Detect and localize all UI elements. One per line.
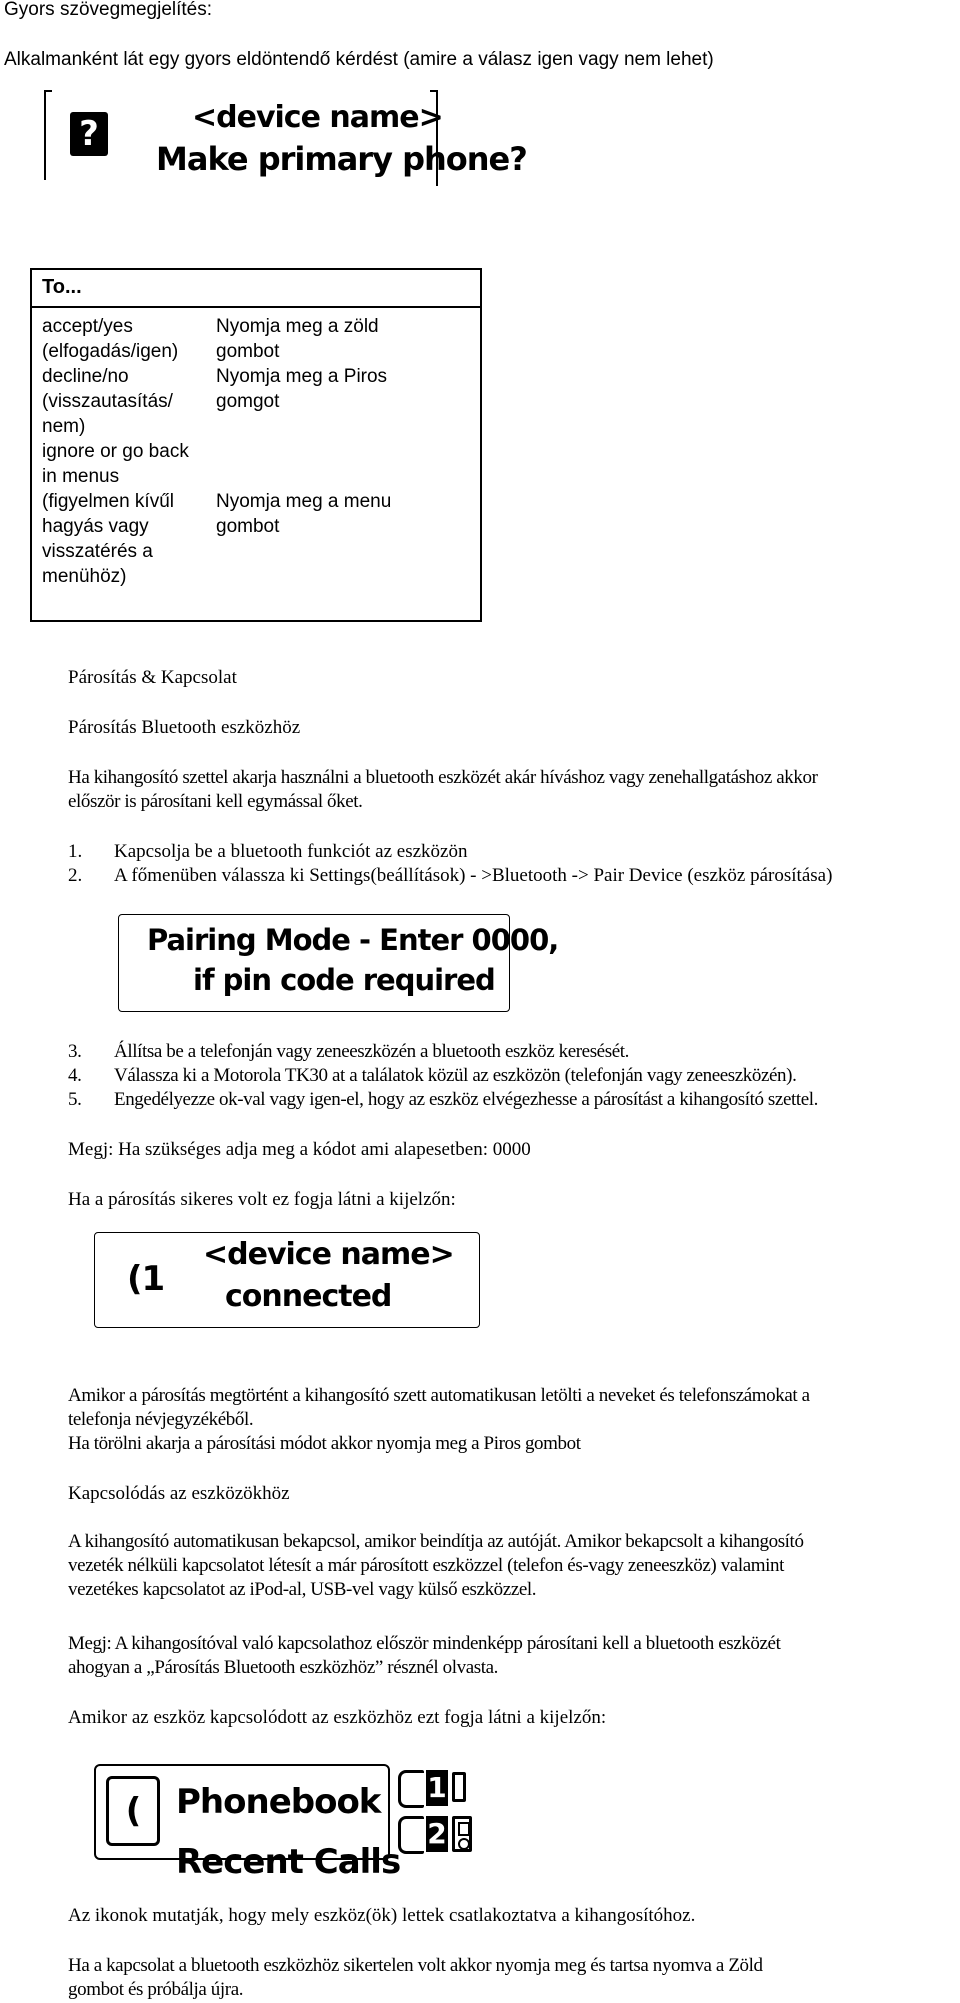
retry-paragraph [68,1954,763,2002]
list-text: A főmenüben válassza ki Settings(beállítások) - >Bluetooth -> Pair Device (eszköz párosítása) [114,865,833,886]
lcd-connected-label: connected [225,1279,392,1314]
phone-small-icon [452,1772,466,1802]
table-row [216,314,379,364]
success-text: Ha a párosítás sikeres volt ez fogja látni a kijelzőn: [68,1189,456,1210]
table-row [42,314,178,364]
subsection-title: Kapcsolódás az eszközökhöz [68,1483,290,1504]
page-heading: Gyors szövegmegjelítés: [4,0,213,20]
table-header [32,270,480,308]
list-number: 5. [68,1089,82,1110]
row-action: (elfogadás/igen) [42,341,179,362]
lcd-device-name: <device name> [192,100,443,135]
intro-text: Alkalmanként lát egy gyors eldöntendő kérdést (amire a válasz igen vagy nem lehet) [4,49,714,70]
paragraph-line: először is párosítani kell egymással őket. [68,791,363,812]
row-instruction: gombot [216,516,280,537]
row-action: (figyelmen kívűl [42,491,174,512]
section-title: Párosítás & Kapcsolat [68,667,237,688]
list-item [68,1088,818,1112]
row-instruction: Nyomja meg a menu [216,491,392,512]
pin-note: Megj: Ha szükséges adja meg a kódot ami alapesetben: 0000 [68,1139,531,1160]
list-number: 1. [68,841,83,862]
menu-item-recent-calls: Recent Calls [176,1842,401,1882]
table-row [42,364,173,439]
device2-bracket-icon [398,1816,424,1854]
paragraph-line: Ha törölni akarja a párosítási módot akkor nyomja meg a Piros gombot [68,1433,581,1454]
paragraph-line: telefonja névjegyzékéből. [68,1409,254,1430]
row-instruction: Nyomja meg a Piros [216,366,388,387]
paragraph-line: Ha kihangosító szettel akarja használni a bluetooth eszközét akár híváshoz vagy zenehallgatáshoz akkor [68,767,818,788]
icons-paragraph: Az ikonok mutatják, hogy mely eszköz(ök) lettek csatlakoztatva a kihangosítóhoz. [68,1905,696,1926]
row-instruction: gomgot [216,391,280,412]
connected-text: Amikor az eszköz kapcsolódott az eszközhöz ezt fogja látni a kijelzőn: [68,1707,607,1728]
lcd-device-name: <device name> [203,1237,454,1272]
subsection-title: Párosítás Bluetooth eszközhöz [68,717,301,738]
table-header-label: To... [42,276,82,298]
phone-icon: ( [106,1776,160,1846]
paragraph-line: A kihangosító automatikusan bekapcsol, amikor beindítja az autóját. Amikor bekapcsolt a kihangosító [68,1531,804,1552]
lcd-primary-question: Make primary phone? [156,140,527,178]
row-action: decline/no [42,366,129,387]
device2-badge: 2 [427,1817,447,1850]
list-text: Állítsa be a telefonján vagy zeneeszközén a bluetooth eszköz keresését. [114,1041,629,1062]
lcd-connected-display [94,1232,480,1328]
list-text: Válassza ki a Motorola TK30 at a találatok közül az eszközön (telefonján vagy zeneeszközén). [114,1065,797,1086]
paragraph-line: Amikor a párosítás megtörtént a kihangosító szett automatikusan letölti a neveket és telefonszámokat a [68,1385,810,1406]
menu-item-phonebook: Phonebook [176,1782,381,1822]
paragraph-line: vezetékes kapcsolatot az iPod-al, USB-vel vagy külső eszközzel. [68,1579,537,1600]
lcd-phonebook-display [94,1764,486,1882]
row-action: menühöz) [42,566,127,587]
row-action: nem) [42,416,86,437]
row-action: visszatérés a [42,541,153,562]
music-player-icon [452,1816,472,1852]
list-item [68,1040,818,1064]
table-row [42,439,189,589]
controls-table [30,268,482,622]
paragraph-line: vezeték nélküli kapcsolatot létesít a már párosított eszközzel (telefon és-vagy zeneeszköz) valamint [68,1555,784,1576]
question-icon: ? [70,112,108,156]
list-number: 4. [68,1065,82,1086]
lcd-question-display [44,90,527,186]
device1-badge: 1 [427,1771,447,1804]
connection-note [68,1632,780,1680]
row-action: accept/yes [42,316,133,337]
list-text: Kapcsolja be a bluetooth funkciót az eszközön [114,841,468,862]
phone-connection-icon: (1 [127,1259,165,1299]
pairing-paragraph [68,766,818,814]
list-item [68,864,832,888]
paragraph-line: gombot és próbálja újra. [68,1979,244,2000]
list-item [68,840,832,864]
row-action: in menus [42,466,120,487]
steps-list [68,1040,818,1112]
lcd-pairing-display [118,914,559,1012]
list-number: 2. [68,865,83,886]
row-action: ignore or go back [42,441,189,462]
list-text: Engedélyezze ok-val vagy igen-el, hogy az eszköz elvégezhesse a párosítást a kihangosító szettel. [114,1089,819,1110]
table-row [216,364,387,414]
row-instruction: gombot [216,341,280,362]
download-paragraph [68,1384,810,1456]
lcd-pairing-line1: Pairing Mode - Enter 0000, [147,923,559,957]
paragraph-line: Ha a kapcsolat a bluetooth eszközhöz sikertelen volt akkor nyomja meg és tartsa nyomva a Zöld [68,1955,763,1976]
device1-bracket-icon [398,1770,424,1808]
list-number: 3. [68,1041,82,1062]
paragraph-line: ahogyan a „Párosítás Bluetooth eszközhöz” résznél olvasta. [68,1657,499,1678]
row-instruction: Nyomja meg a zöld [216,316,379,337]
table-row [216,489,391,539]
row-action: (visszautasítás/ [42,391,173,412]
steps-list [68,840,832,888]
lcd-pairing-line2: if pin code required [193,963,495,997]
connection-paragraph [68,1530,804,1602]
menu-frame [94,1764,401,1882]
paragraph-line: Megj: A kihangosítóval való kapcsolathoz először mindenképp párosítani kell a bluetooth eszközét [68,1633,781,1654]
row-action: hagyás vagy [42,516,149,537]
list-item [68,1064,818,1088]
